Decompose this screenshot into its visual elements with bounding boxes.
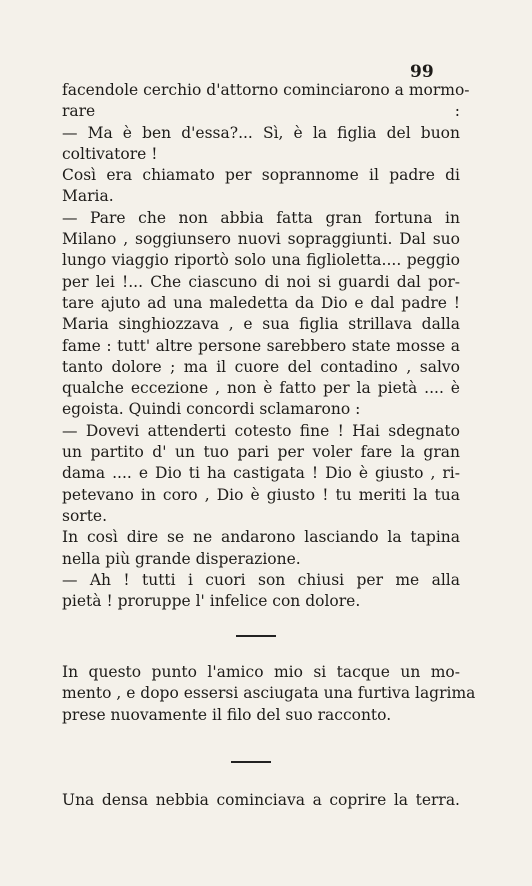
page-number: 99 [410, 62, 434, 82]
text-line: — Pare che non abbia fatta gran fortuna in [62, 208, 460, 227]
text-block-1 [62, 80, 470, 612]
text-line: coltivatore ! [62, 144, 158, 163]
text-line: prese nuovamente il filo del suo racconto. [62, 705, 392, 724]
section-divider-1 [236, 635, 276, 637]
text-line: — Dovevi attenderti cotesto fine ! Hai sdegnato [62, 421, 460, 440]
text-line: tare ajuto ad una maledetta da Dio e dal padre ! [62, 293, 460, 312]
text-line: lungo viaggio riportò solo una figlioletta.... peggio [62, 251, 460, 270]
text-block-2 [62, 662, 476, 726]
text-line: In così dire se ne andarono lasciando la tapina [62, 528, 460, 547]
text-line: Maria. [62, 187, 114, 206]
text-block-3 [62, 790, 460, 811]
section-divider-2 [231, 761, 271, 763]
text-line: — Ma è ben d'essa?... Sì, è la figlia del buon [62, 123, 460, 142]
text-line: egoista. Quindi concordi sclamarono : [62, 400, 361, 419]
text-line: un partito d' un tuo pari per voler fare la gran [62, 443, 460, 462]
text-line: tanto dolore ; ma il cuore del contadino , salvo [62, 357, 460, 376]
text-line: Così era chiamato per soprannome il padre di [62, 166, 460, 185]
text-line: pietà ! proruppe l' infelice con dolore. [62, 592, 361, 611]
text-line: per lei !... Che ciascuno di noi si guardi dal por- [62, 272, 460, 291]
text-line: sorte. [62, 506, 108, 525]
text-line: facendole cerchio d'attorno cominciarono a mormo- [62, 81, 470, 99]
text-line: mento , e dopo essersi asciugata una furtiva lagrima [62, 684, 476, 703]
text-line: petevano in coro , Dio è giusto ! tu meriti la tua [62, 485, 460, 504]
text-line: Una densa nebbia cominciava a coprire la terra. [62, 791, 460, 809]
text-line: qualche eccezione , non è fatto per la pietà .... è [62, 379, 460, 398]
text-line: — Ah ! tutti i cuori son chiusi per me alla [62, 570, 460, 589]
text-line: fame : tutt' altre persone sarebbero state mosse a [62, 336, 460, 355]
text-line: Milano , soggiunsero nuovi sopraggiunti. Dal suo [62, 230, 460, 249]
text-line: nella più grande disperazione. [62, 549, 301, 568]
text-line: Maria singhiozzava , e sua figlia strillava dalla [62, 315, 460, 334]
text-line: rare : [62, 102, 460, 121]
text-line: dama .... e Dio ti ha castigata ! Dio è giusto , ri- [62, 464, 460, 483]
text-line: In questo punto l'amico mio si tacque un mo- [62, 663, 460, 681]
